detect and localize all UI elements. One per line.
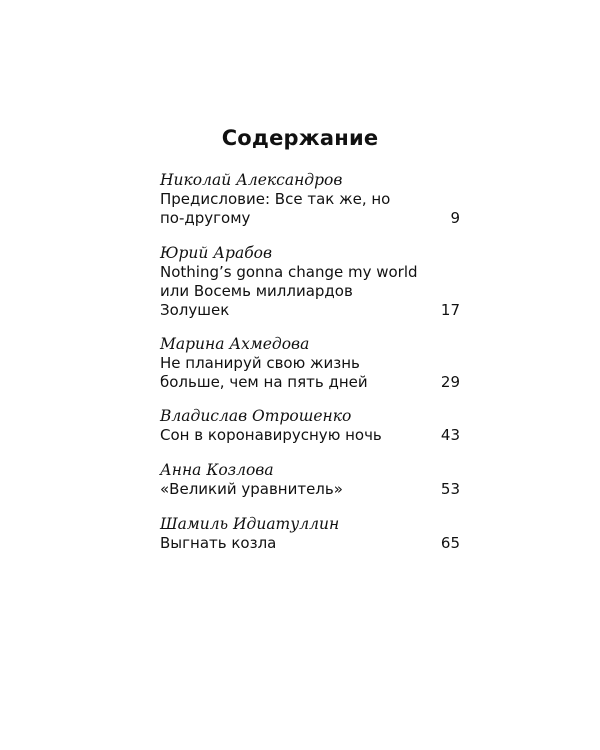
entry-title-line: или Восемь миллиардов [160,282,353,300]
entry-author: Николай Александров [160,171,343,189]
entry-page-number: 43 [440,426,460,444]
entry-page-number: 9 [450,209,460,227]
toc-entry [160,244,460,320]
entry-title-line: Не планируй свою жизнь [160,354,360,372]
entry-author: Марина Ахмедова [160,335,310,353]
entry-title-line [160,373,460,392]
page-title: Содержание [221,126,379,150]
entry-title [160,263,460,320]
entry-title-line-text: по-другому [160,209,251,227]
entry-title-line-text: Выгнать козла [160,534,277,552]
toc-entry [160,335,460,392]
entry-page-number: 65 [440,534,460,552]
entry-title-line: Предисловие: Все так же, но [160,190,391,208]
toc-entry [160,515,460,553]
entry-title [160,426,460,445]
toc-entry [160,461,460,499]
entry-title-line [160,480,460,499]
entry-title-line-text: Золушек [160,301,230,319]
entry-title [160,354,460,392]
entry-title-line [160,426,460,445]
entry-title-line [160,209,460,228]
entry-author: Юрий Арабов [160,244,273,262]
toc-entry [160,407,460,445]
entry-page-number: 29 [440,373,460,391]
entry-title [160,534,460,553]
entry-author: Шамиль Идиатуллин [160,515,340,533]
entry-author: Владислав Отрошенко [160,407,352,425]
entry-title [160,480,460,499]
entry-page-number: 17 [440,301,460,319]
entry-title-line-text: «Великий уравнитель» [160,480,343,498]
entry-title-line [160,534,460,553]
entry-author: Анна Козлова [160,461,274,479]
entry-title-line-text: больше, чем на пять дней [160,373,368,391]
entry-page-number: 53 [440,480,460,498]
entry-title [160,190,460,228]
entry-title-line-text: Сон в коронавирусную ночь [160,426,382,444]
toc-entry [160,171,460,228]
entry-title-line [160,301,460,320]
entry-title-line: Nothing’s gonna change my world [160,263,418,281]
